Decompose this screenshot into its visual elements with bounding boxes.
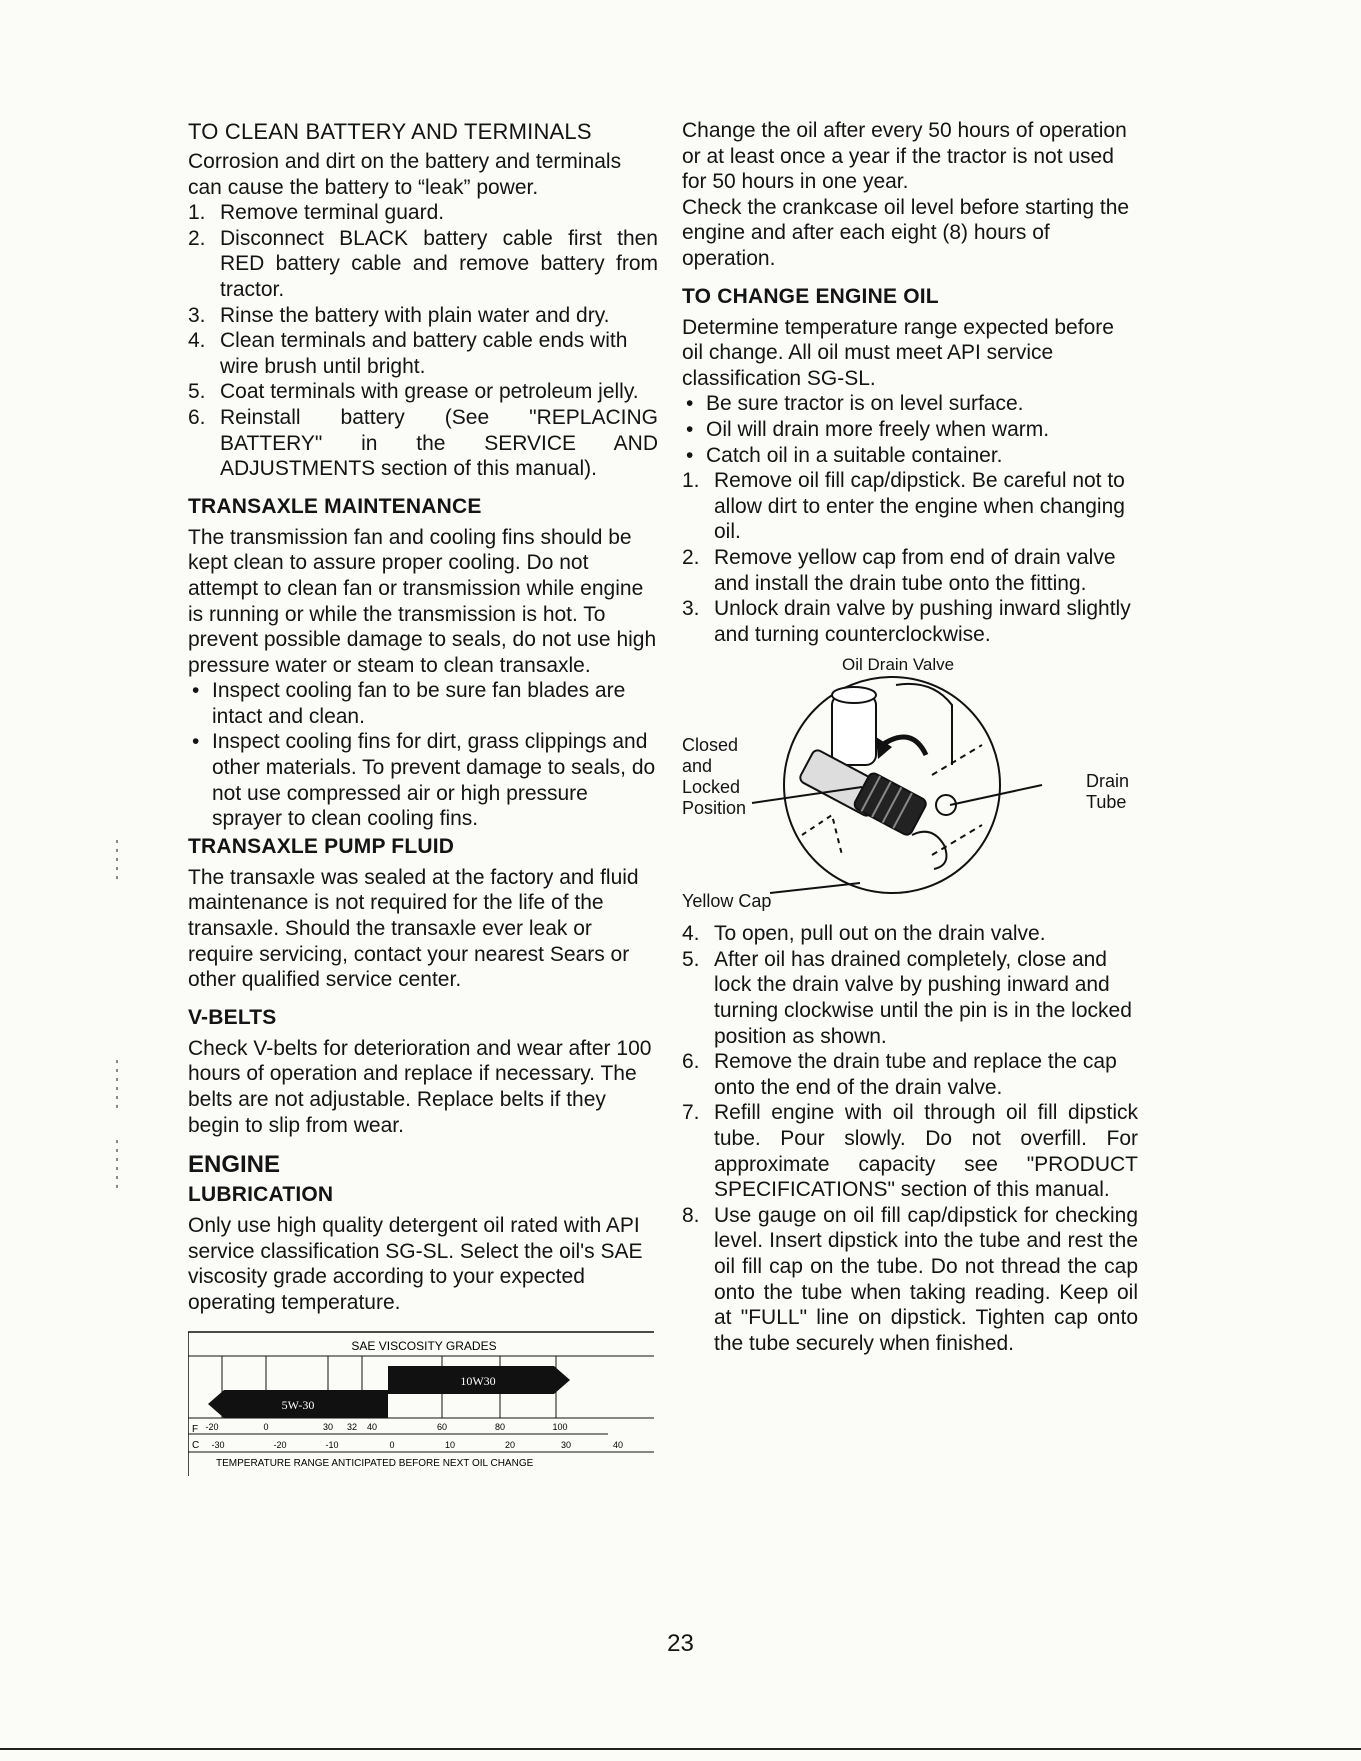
oil-change-intro: Change the oil after every 50 hours of operation or at least once a year if the tractor is not used for 50 hours in one year. (682, 119, 1127, 194)
change-oil-heading: TO CHANGE ENGINE OIL (682, 284, 939, 308)
c-tick: 0 (389, 1439, 395, 1450)
c-axis-label: C (192, 1439, 200, 1451)
viscosity-chart-title: SAE VISCOSITY GRADES (351, 1338, 497, 1353)
f-axis-label: F (192, 1423, 199, 1435)
list-item: 7. Refill engine with oil through oil fill dipstick tube. Pour slowly. Do not overfill. For approximate capacity see "PRODUCT SPECIFICATIONS" section of this manual. (682, 1101, 1138, 1202)
lubrication-body: Only use high quality detergent oil rated with API service classification SG-SL. Select the oil's SAE viscosity grade according to your expected operating temperature. (188, 1214, 643, 1314)
bar-10w30-label: 10W30 (460, 1373, 496, 1388)
list-item: • Oil will drain more freely when warm. (686, 417, 1050, 441)
f-tick: 32 (346, 1421, 358, 1432)
closed-locked-label: Closed and Locked Position (682, 735, 747, 819)
margin-marks (116, 1060, 118, 1110)
list-item: • Inspect cooling fins for dirt, grass clippings and other materials. To prevent damage to seals, do not use compressed air or high pressure sprayer to clean cooling fins. (192, 730, 656, 831)
list-item: 1. Remove oil fill cap/dipstick. Be careful not to allow dirt to enter the engine when changing oil. (682, 469, 1125, 544)
pump-fluid-heading: TRANSAXLE PUMP FLUID (188, 834, 455, 858)
c-tick: 20 (504, 1439, 516, 1450)
c-tick: -20 (273, 1439, 287, 1450)
oil-check-text: Check the crankcase oil level before starting the engine and after each eight (8) hours of operation. (682, 195, 1130, 270)
transaxle-bullets (188, 678, 658, 832)
f-tick: 0 (263, 1421, 269, 1432)
change-oil-steps-a (682, 468, 1138, 647)
sae-viscosity-chart (188, 1330, 654, 1476)
left-column (188, 118, 658, 1476)
list-item: 5. Coat terminals with grease or petroleum jelly. (188, 380, 639, 404)
viscosity-chart-graphic (188, 1330, 654, 1476)
list-item: 4. Clean terminals and battery cable ends with wire brush until bright. (188, 329, 628, 378)
change-oil-steps-b (682, 921, 1138, 1356)
c-tick: -30 (211, 1439, 225, 1450)
f-tick: 80 (494, 1421, 506, 1432)
figure-caption: Oil Drain Valve (842, 655, 955, 675)
f-tick: 60 (436, 1421, 448, 1432)
list-item: 6. Reinstall battery (See "REPLACING BATTERY" in the SERVICE AND ADJUSTMENTS section of this manual). (188, 405, 658, 481)
bar-5w30-label: 5W-30 (281, 1397, 315, 1412)
page-number: 23 (667, 1630, 694, 1657)
list-item: 4. To open, pull out on the drain valve. (682, 922, 1046, 946)
f-tick: 30 (322, 1421, 334, 1432)
f-tick: 40 (366, 1421, 378, 1432)
right-column (682, 118, 1138, 1356)
c-tick: 40 (612, 1439, 624, 1450)
list-item: 2. Remove yellow cap from end of drain valve and install the drain tube onto the fitting. (682, 545, 1116, 595)
list-item: 3. Rinse the battery with plain water and dry. (188, 303, 610, 327)
list-item: 6. Remove the drain tube and replace the cap onto the end of the drain valve. (682, 1050, 1117, 1099)
change-oil-bullets (682, 391, 1138, 468)
list-item: 5. After oil has drained completely, close and lock the drain valve by pushing inward and turning clockwise until the pin is in the locked position as shown. (682, 947, 1132, 1048)
list-item: • Inspect cooling fan to be sure fan blades are intact and clean. (192, 679, 626, 728)
margin-marks (116, 840, 118, 880)
list-item: • Catch oil in a suitable container. (686, 443, 1003, 467)
list-item: 8. Use gauge on oil fill cap/dipstick for checking level. Insert dipstick into the tube and rest the oil fill cap on the tube. Do not thread the cap onto the tube when taking reading. Keep oil at "FULL" line on dipstick. Tighten cap onto the tube securely when finished. (682, 1203, 1138, 1355)
f-tick: -20 (205, 1421, 219, 1432)
viscosity-chart-footer: TEMPERATURE RANGE ANTICIPATED BEFORE NEXT OIL CHANGE (216, 1457, 534, 1469)
engine-heading: ENGINE (188, 1151, 281, 1179)
change-oil-body: Determine temperature range expected before oil change. All oil must meet API service classification SG-SL. (682, 315, 1114, 390)
transaxle-body: The transmission fan and cooling fins should be kept clean to assure proper cooling. Do not attempt to clean fan or transmission while engine is running or while the transmission is hot. To prevent possible damage to seals, do not use high pressure water or steam to clean transaxle. (188, 525, 657, 677)
f-tick: 100 (552, 1421, 568, 1432)
drain-tube-label: Drain Tube (1086, 771, 1130, 813)
battery-heading: TO CLEAN BATTERY AND TERMINALS (188, 119, 592, 144)
battery-intro: Corrosion and dirt on the battery and terminals can cause the battery to “leak” power. (188, 150, 622, 199)
list-item: 3. Unlock drain valve by pushing inward slightly and turning counterclockwise. (682, 597, 1131, 646)
oil-drain-valve-figure (682, 655, 1138, 915)
list-item: 2. Disconnect BLACK battery cable first then RED battery cable and remove battery from tractor. (188, 226, 658, 301)
list-item: • Be sure tractor is on level surface. (686, 392, 1024, 416)
vbelts-body: Check V-belts for deterioration and wear after 100 hours of operation and replace if necessary. The belts are not adjustable. Replace belts if they begin to slip from wear. (188, 1036, 652, 1137)
list-item: 1. Remove terminal guard. (188, 201, 445, 225)
lubrication-heading: LUBRICATION (188, 1183, 334, 1207)
c-tick: 30 (560, 1439, 572, 1450)
vbelts-heading: V-BELTS (188, 1005, 277, 1029)
c-tick: -10 (325, 1439, 339, 1450)
transaxle-heading: TRANSAXLE MAINTENANCE (188, 494, 482, 518)
c-tick: 10 (444, 1439, 456, 1450)
battery-steps (188, 200, 658, 482)
yellow-cap-label: Yellow Cap (682, 891, 772, 912)
margin-marks (116, 1140, 118, 1190)
bottom-edge-rule (0, 1748, 1361, 1750)
pump-fluid-body: The transaxle was sealed at the factory and fluid maintenance is not required for the life of the transaxle. Should the transaxle ever leak or require servicing, contact your nearest Sears or other qualified service center. (188, 865, 639, 992)
